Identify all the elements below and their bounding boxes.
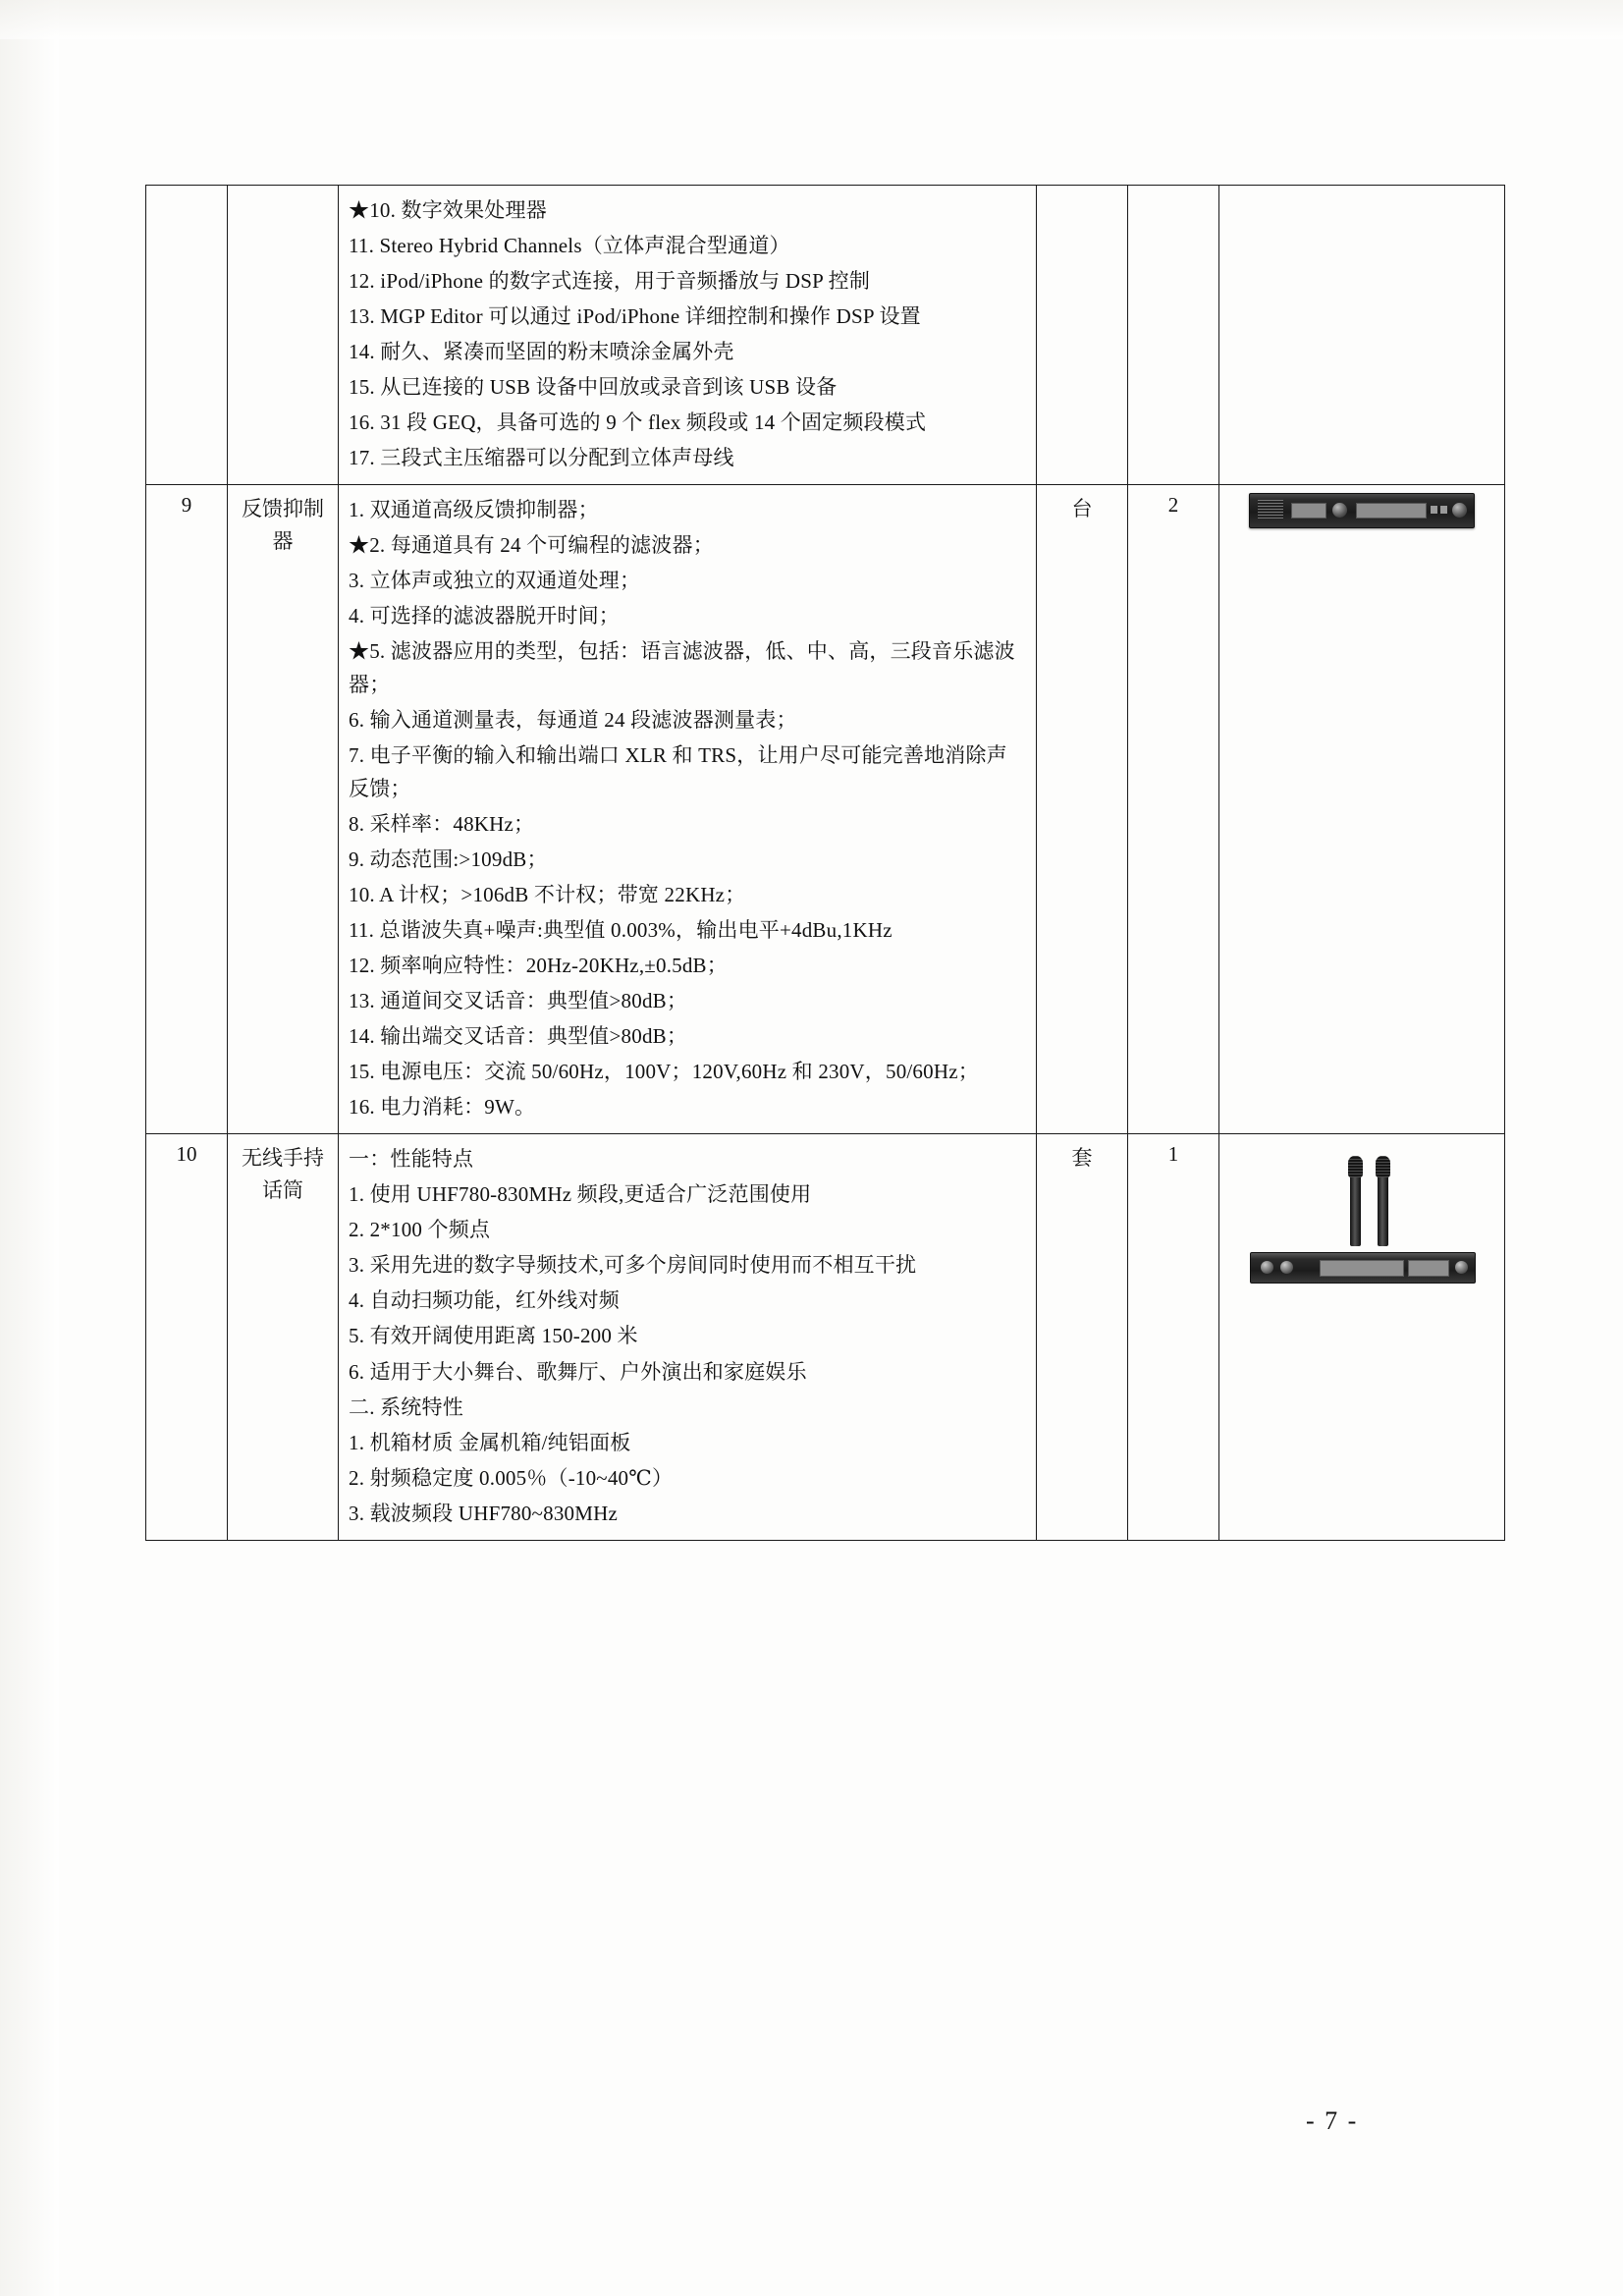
- spec-line: 3. 立体声或独立的双通道处理；: [349, 569, 641, 593]
- receiver-unit: [1250, 1252, 1476, 1284]
- row-quantity-cell: 2: [1128, 485, 1219, 1134]
- row-unit-cell: 套: [1037, 1134, 1128, 1540]
- scan-edge-top: [0, 0, 1623, 39]
- row-spec-cell: [339, 1134, 1037, 1540]
- row-unit-cell: 台: [1037, 485, 1128, 1134]
- scan-edge-left: [0, 0, 59, 2296]
- table-row: [146, 1134, 1505, 1540]
- spec-line: ★10. 数字效果处理器: [349, 198, 547, 222]
- row-quantity-cell: 1: [1128, 1134, 1219, 1540]
- row-spec-cell: [339, 485, 1037, 1134]
- wireless-microphone-image: [1244, 1142, 1480, 1289]
- spec-line: 13. 通道间交叉话音：典型值>80dB；: [349, 989, 688, 1013]
- row-name-cell: [228, 485, 339, 1134]
- row-name-label: 无线手持话筒: [242, 1146, 324, 1202]
- spec-line: 4. 可选择的滤波器脱开时间；: [349, 604, 620, 629]
- spec-line: 12. iPod/iPhone 的数字式连接，用于音频播放与 DSP 控制: [349, 269, 871, 294]
- row-spec-cell: [339, 186, 1037, 485]
- table-row: [146, 186, 1505, 485]
- receiver-knob: [1280, 1261, 1293, 1274]
- spec-line: 16. 31 段 GEQ，具备可选的 9 个 flex 频段或 14 个固定频段模式: [349, 410, 927, 435]
- page-number: - 7 -: [1306, 2106, 1359, 2135]
- spec-line: 3. 载波频段 UHF780~830MHz: [349, 1501, 618, 1525]
- microphone-icon: [1350, 1156, 1361, 1246]
- row-quantity-cell: [1128, 186, 1219, 485]
- spec-line: 14. 输出端交叉话音：典型值>80dB；: [349, 1024, 688, 1049]
- receiver-knob: [1261, 1261, 1273, 1274]
- spec-line: 一：性能特点: [349, 1147, 474, 1172]
- feedback-suppressor-image: [1249, 493, 1475, 528]
- spec-line: 1. 机箱材质 金属机箱/纯铝面板: [349, 1430, 631, 1454]
- spec-line: 17. 三段式主压缩器可以分配到立体声母线: [349, 446, 734, 470]
- spec-line: 6. 适用于大小舞台、歌舞厅、户外演出和家庭娱乐: [349, 1359, 807, 1384]
- spec-line: 6. 输入通道测量表，每通道 24 段滤波器测量表；: [349, 708, 797, 733]
- spec-line: 15. 电源电压：交流 50/60Hz，100V；120V,60Hz 和 230V，50/60Hz；: [349, 1060, 979, 1084]
- spec-line: 10. A 计权；>106dB 不计权；带宽 22KHz；: [349, 883, 746, 907]
- receiver-display: [1320, 1260, 1404, 1277]
- row-number-cell: 9: [146, 485, 228, 1134]
- specification-table: [145, 185, 1505, 1541]
- device-button: [1440, 506, 1447, 514]
- spec-line: 12. 频率响应特性：20Hz-20KHz,±0.5dB；: [349, 954, 728, 978]
- spec-line: 16. 电力消耗：9W。: [349, 1095, 536, 1120]
- receiver-knob: [1455, 1261, 1468, 1274]
- spec-line: 7. 电子平衡的输入和输出端口 XLR 和 TRS，让用户尽可能完善地消除声反馈；: [349, 743, 1007, 801]
- spec-line: 11. 总谐波失真+噪声:典型值 0.003%，输出电平+4dBu,1KHz: [349, 918, 893, 943]
- row-name-cell: [228, 186, 339, 485]
- spec-line: 3. 采用先进的数字导频技术,可多个房间同时使用而不相互干扰: [349, 1253, 917, 1278]
- spec-line: ★5. 滤波器应用的类型，包括：语言滤波器，低、中、高，三段音乐滤波器；: [349, 639, 1015, 697]
- spec-line: 5. 有效开阔使用距离 150-200 米: [349, 1324, 638, 1348]
- spec-line: 11. Stereo Hybrid Channels（立体声混合型通道）: [349, 234, 790, 258]
- spec-line: 15. 从已连接的 USB 设备中回放或录音到该 USB 设备: [349, 375, 838, 400]
- spec-line: 4. 自动扫频功能，红外线对频: [349, 1288, 620, 1313]
- spec-line: 1. 双通道高级反馈抑制器；: [349, 498, 599, 522]
- spec-line: 1. 使用 UHF780-830MHz 频段,更适合广泛范围使用: [349, 1182, 812, 1207]
- row-image-cell: [1219, 186, 1505, 485]
- receiver-display: [1408, 1260, 1449, 1277]
- row-image-cell: [1219, 1134, 1505, 1540]
- spec-line: 2. 射频稳定度 0.005％（-10~40℃）: [349, 1465, 674, 1490]
- spec-line: ★2. 每通道具有 24 个可编程的滤波器；: [349, 533, 714, 558]
- row-number-cell: 10: [146, 1134, 228, 1540]
- table-row: [146, 485, 1505, 1134]
- spec-line: 二. 系统特性: [349, 1394, 463, 1419]
- row-image-cell: [1219, 485, 1505, 1134]
- device-vent: [1258, 500, 1283, 519]
- row-unit-cell: [1037, 186, 1128, 485]
- device-button: [1431, 506, 1437, 514]
- microphone-icon: [1378, 1156, 1388, 1246]
- row-name-label: 反馈抑制器: [242, 497, 324, 553]
- device-knob: [1332, 503, 1347, 518]
- row-name-cell: [228, 1134, 339, 1540]
- spec-line: 13. MGP Editor 可以通过 iPod/iPhone 详细控制和操作 DSP 设置: [349, 304, 921, 329]
- spec-line: 9. 动态范围:>109dB；: [349, 847, 548, 872]
- device-meter: [1356, 503, 1427, 519]
- device-knob: [1452, 503, 1467, 518]
- spec-line: 8. 采样率：48KHz；: [349, 812, 535, 837]
- row-number-cell: [146, 186, 228, 485]
- spec-line: 2. 2*100 个频点: [349, 1218, 491, 1242]
- spec-line: 14. 耐久、紧凑而坚固的粉末喷涂金属外壳: [349, 340, 734, 364]
- device-screen: [1291, 503, 1326, 519]
